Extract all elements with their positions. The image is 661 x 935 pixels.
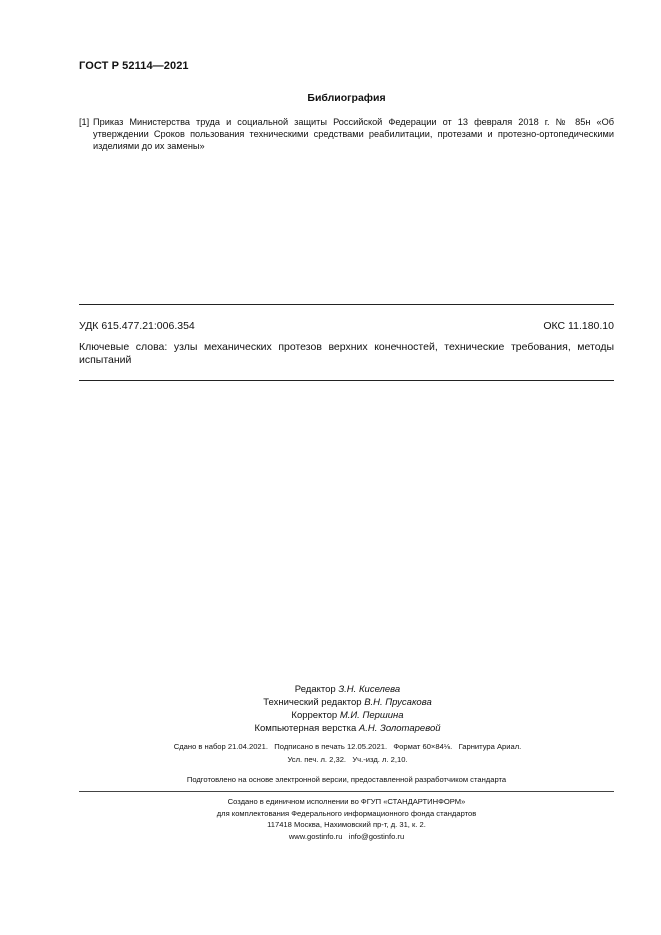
publisher-block xyxy=(79,796,614,842)
bibliography-entry xyxy=(79,117,614,152)
udk-code: УДК 615.477.21:006.354 xyxy=(79,320,195,332)
divider-top xyxy=(79,304,614,305)
layout-line: Компьютерная верстка А.Н. Золотаревой xyxy=(254,723,441,734)
tech-editor-line: Технический редактор В.Н. Прусакова xyxy=(263,697,432,708)
imprint-block xyxy=(100,741,595,766)
document-code: ГОСТ Р 52114—2021 xyxy=(79,60,189,72)
corrector-line: Корректор М.И. Першина xyxy=(291,710,404,721)
imprint-line-1: Сдано в набор 21.04.2021. Подписано в печать 12.05.2021. Формат 60×84⅛. Гарнитура Ариал. xyxy=(173,742,522,751)
publisher-line-1: Создано в единичном исполнении во ФГУП «СТАНДАРТИНФОРМ» xyxy=(227,797,466,806)
imprint-line-2: Усл. печ. л. 2,32. Уч.-изд. л. 2,10. xyxy=(287,754,408,764)
bibliography-entry-text: Приказ Министерства труда и социальной защиты Российской Федерации от 13 февраля 2018 г. № 85н «Об утверждении Сроков пользования техническими средствами реабилитации, протезами и протезно-ортопедическими изделиями до их замены» xyxy=(93,117,614,151)
publisher-line-2: для комплектования Федерального информационного фонда стандартов xyxy=(216,808,477,818)
bibliography-title: Библиография xyxy=(307,92,386,104)
divider-bottom xyxy=(79,380,614,381)
editor-line: Редактор З.Н. Киселева xyxy=(294,684,401,695)
credits-block xyxy=(180,683,515,735)
divider-publisher xyxy=(79,791,614,792)
keywords: Ключевые слова: узлы механических протезов верхних конечностей, технические требования, методы испытаний xyxy=(79,341,614,366)
publisher-contacts: www.gostinfo.ru info@gostinfo.ru xyxy=(288,831,405,841)
publisher-address: 117418 Москва, Нахимовский пр-т, д. 31, к. 2. xyxy=(267,820,426,829)
bibliography-entry-number: [1] xyxy=(79,117,90,127)
oks-code: ОКС 11.180.10 xyxy=(543,320,614,332)
prepared-note: Подготовлено на основе электронной версии, предоставленной разработчиком стандарта xyxy=(186,775,507,784)
